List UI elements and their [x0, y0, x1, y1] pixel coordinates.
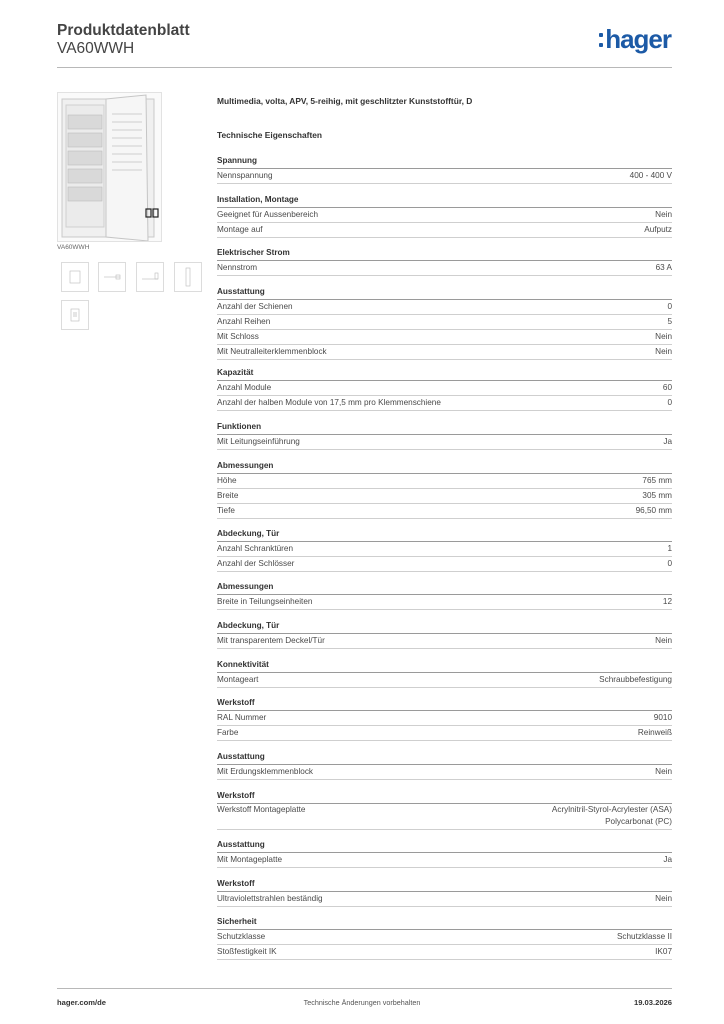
section	[217, 367, 672, 411]
footer-date: 19.03.2026	[633, 998, 672, 1007]
property-row	[217, 892, 672, 907]
property-row	[217, 765, 672, 780]
property-row	[217, 853, 672, 868]
property-row	[217, 930, 672, 945]
section	[217, 194, 672, 238]
section-title: Elektrischer Strom	[217, 247, 672, 261]
section	[217, 751, 672, 780]
property-value: Schraubbefestigung	[599, 675, 672, 684]
property-label: Breite	[217, 491, 239, 500]
property-value: Aufputz	[644, 225, 672, 234]
thumbnail-drawing-top[interactable]	[136, 262, 164, 292]
section-title: Abdeckung, Tür	[217, 620, 672, 634]
property-value: 5	[667, 317, 672, 326]
section	[217, 697, 672, 741]
section-title: Ausstattung	[217, 751, 672, 765]
property-row	[217, 945, 672, 960]
thumbnail-drawing-front[interactable]	[61, 262, 89, 292]
section-title: Abmessungen	[217, 460, 672, 474]
property-row	[217, 208, 672, 223]
property-value: 0	[667, 559, 672, 568]
property-label: RAL Nummer	[217, 713, 267, 722]
property-row	[217, 261, 672, 276]
section-title: Werkstoff	[217, 878, 672, 892]
section-title: Funktionen	[217, 421, 672, 435]
property-label: Anzahl der halben Module von 17,5 mm pro Klemmenschiene	[217, 398, 441, 407]
hager-logo	[599, 24, 671, 54]
section-title: Abdeckung, Tür	[217, 528, 672, 542]
logo-colon-icon	[599, 24, 603, 54]
section-title: Abmessungen	[217, 581, 672, 595]
section	[217, 659, 672, 688]
thumbnail-drawing-section[interactable]	[174, 262, 202, 292]
property-value: Ja	[663, 437, 672, 446]
property-label: Anzahl Module	[217, 383, 272, 392]
property-label: Geeignet für Aussenbereich	[217, 210, 319, 219]
property-label: Mit Schloss	[217, 332, 259, 341]
photo-caption: VA60WWH	[57, 244, 90, 251]
property-row	[217, 345, 672, 360]
property-label: Mit Erdungsklemmenblock	[217, 767, 314, 776]
section	[217, 620, 672, 649]
property-label: Anzahl Schranktüren	[217, 544, 294, 553]
property-value: 63 A	[655, 263, 672, 272]
property-label: Höhe	[217, 476, 237, 485]
property-value: Nein	[655, 210, 672, 219]
property-label: Mit Montageplatte	[217, 855, 283, 864]
property-label: Nennspannung	[217, 171, 273, 180]
page-header	[57, 20, 671, 60]
section-title: Kapazität	[217, 367, 672, 381]
property-value: Nein	[655, 636, 672, 645]
property-label: Mit Neutralleiterklemmenblock	[217, 347, 327, 356]
property-label: Nennstrom	[217, 263, 258, 272]
property-row	[217, 300, 672, 315]
footer-divider	[57, 988, 672, 989]
thumbnail-drawing-detail[interactable]	[61, 300, 89, 330]
section-title: Ausstattung	[217, 839, 672, 853]
property-value: Reinweiß	[637, 728, 672, 737]
document-title: Produktdatenblatt	[57, 22, 190, 39]
property-row	[217, 223, 672, 238]
property-label: Werkstoff Montageplatte	[217, 805, 306, 814]
property-label: Mit transparentem Deckel/Tür	[217, 636, 325, 645]
product-photo	[57, 92, 162, 242]
section	[217, 790, 672, 830]
section	[217, 247, 672, 276]
thumbnail-drawing-side[interactable]	[98, 262, 126, 292]
property-value: IK07	[655, 947, 672, 956]
property-label: Ultraviolettstrahlen beständig	[217, 894, 323, 903]
property-row	[217, 634, 672, 649]
section	[217, 581, 672, 610]
section-title: Werkstoff	[217, 697, 672, 711]
property-value: 1	[667, 544, 672, 553]
property-label: Anzahl Reihen	[217, 317, 271, 326]
property-value: Nein	[655, 894, 672, 903]
property-label: Breite in Teilungseinheiten	[217, 597, 313, 606]
property-value: Acrylnitril-Styrol-Acrylester (ASA) Polycarbonat (PC)	[551, 805, 672, 826]
drawing-top-icon	[137, 263, 163, 291]
property-value: Nein	[655, 767, 672, 776]
drawing-side-icon	[99, 263, 125, 291]
property-row	[217, 169, 672, 184]
technical-properties-heading: Technische Eigenschaften	[217, 130, 323, 140]
property-value: 765 mm	[642, 476, 672, 485]
property-value: Nein	[655, 332, 672, 341]
property-value: 96,50 mm	[635, 506, 672, 515]
section	[217, 155, 672, 184]
section	[217, 839, 672, 868]
section	[217, 286, 672, 360]
drawing-front-icon	[62, 263, 88, 291]
property-row	[217, 711, 672, 726]
property-value: 0	[667, 398, 672, 407]
property-row	[217, 435, 672, 450]
drawing-section-icon	[175, 263, 201, 291]
property-row	[217, 381, 672, 396]
property-row	[217, 315, 672, 330]
section	[217, 916, 672, 960]
property-label: Schutzklasse	[217, 932, 266, 941]
property-value: 60	[662, 383, 672, 392]
property-row	[217, 804, 672, 830]
property-value: Schutzklasse II	[616, 932, 672, 941]
section	[217, 460, 672, 519]
section-title: Installation, Montage	[217, 194, 672, 208]
property-label: Montage auf	[217, 225, 263, 234]
property-value: Ja	[663, 855, 672, 864]
header-divider	[57, 67, 672, 68]
property-row	[217, 595, 672, 610]
property-label: Anzahl der Schienen	[217, 302, 293, 311]
property-row	[217, 489, 672, 504]
property-label: Farbe	[217, 728, 239, 737]
section	[217, 528, 672, 572]
product-description: Multimedia, volta, APV, 5-reihig, mit geschlitzter Kunststofftür, D	[217, 96, 473, 106]
drawing-detail-icon	[62, 301, 88, 329]
property-row	[217, 557, 672, 572]
property-label: Mit Leitungseinführung	[217, 437, 300, 446]
property-label: Stoßfestigkeit IK	[217, 947, 277, 956]
property-value: Nein	[655, 347, 672, 356]
property-value: 400 - 400 V	[629, 171, 672, 180]
footer-website-link[interactable]: hager.com/de	[57, 998, 106, 1007]
property-row	[217, 330, 672, 345]
footer-note: Technische Änderungen vorbehalten	[303, 998, 421, 1007]
section-title: Sicherheit	[217, 916, 672, 930]
article-number: VA60WWH	[57, 40, 135, 57]
property-row	[217, 396, 672, 411]
property-row	[217, 474, 672, 489]
property-row	[217, 673, 672, 688]
section-title: Werkstoff	[217, 790, 672, 804]
property-row	[217, 542, 672, 557]
section-title: Spannung	[217, 155, 672, 169]
property-label: Montageart	[217, 675, 259, 684]
section-title: Konnektivität	[217, 659, 672, 673]
property-value: 0	[667, 302, 672, 311]
property-label: Tiefe	[217, 506, 235, 515]
property-value: 12	[662, 597, 672, 606]
property-row	[217, 504, 672, 519]
property-value: 9010	[653, 713, 672, 722]
property-value: 305 mm	[642, 491, 672, 500]
section	[217, 878, 672, 907]
property-label: Anzahl der Schlösser	[217, 559, 295, 568]
section	[217, 421, 672, 450]
property-row	[217, 726, 672, 741]
section-title: Ausstattung	[217, 286, 672, 300]
distribution-cabinet-icon	[58, 93, 161, 241]
logo-text: hager	[605, 24, 671, 54]
